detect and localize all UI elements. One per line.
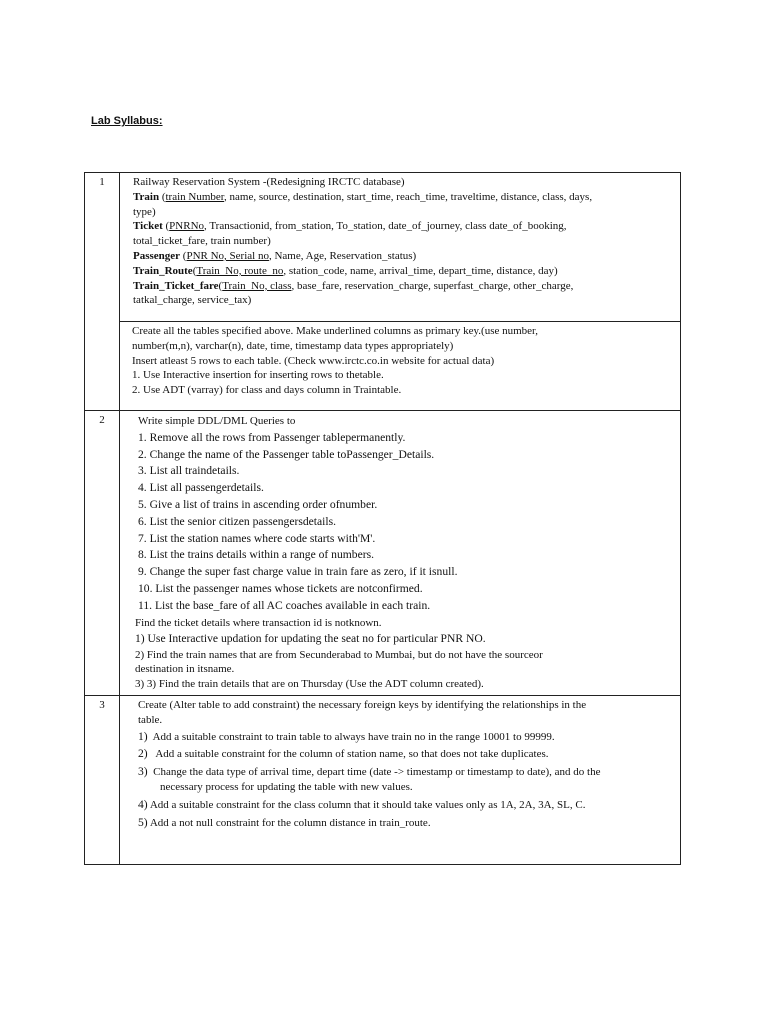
syllabus-table: [84, 172, 681, 865]
query-item: 7. List the station names where code starts with'M'.: [138, 531, 376, 545]
ticket-table-def: Ticket (PNRNo, Transactionid, from_station, To_station, date_of_journey, class date_of_booking,: [133, 220, 567, 233]
constraint-item: 3) Change the data type of arrival time, depart time (date -> timestamp or timestamp to date), and do the: [138, 765, 601, 779]
query-item: 6. List the senior citizen passengersdetails.: [138, 514, 337, 528]
table-definitions-cell: Railway Reservation System -(Redesigning IRCTC database) Train (train Number, name, source, destination, start_time, reach_time, traveltime, distance, class, days, type) Ticket (PNRNo, Transactionid, from_station, To_station, date_of_journey, class date_of_booking, total_ticket_fare, train number) Passenger (PNR No, Serial no, Name, Age, Reservation_status) Train_Route(Train_No, route_no, station_code, name, arrival_time, depart_time, distance, day) Train_Ticket_fare(Train_No, class, base_fare, reservation_charge, superfast_charge, other_charge, tatkal_charge, service_tax): [120, 173, 681, 322]
constraints-intro: Create (Alter table to add constraint) the necessary foreign keys by identifying the relationships in the: [138, 698, 587, 711]
create-tasks-cell: [120, 322, 681, 411]
constraint-item: 2) Add a suitable constraint for the column of station name, so that does not take duplicates.: [138, 747, 549, 761]
train-ticket-fare-table-def: Train_Ticket_fare(Train_No, class, base_fare, reservation_charge, superfast_charge, other_charge,: [133, 279, 574, 292]
table-row: [85, 695, 681, 864]
constraint-item: 5) Add a not null constraint for the column distance in train_route.: [138, 815, 431, 829]
query-extra: 3) 3) Find the train details that are on Thursday (Use the ADT column created).: [135, 678, 484, 691]
task-line: 2. Use ADT (varray) for class and days column in Traintable.: [132, 384, 402, 397]
query-extra: 2) Find the train names that are from Secunderabad to Mumbai, but do not have the sourceor: [135, 649, 543, 662]
query-item: 5. Give a list of trains in ascending order ofnumber.: [138, 497, 378, 511]
table-row: [85, 322, 681, 411]
constraint-item-cont: necessary process for updating the table with new values.: [160, 780, 413, 793]
query-item: 9. Change the super fast charge value in train fare as zero, if it isnull.: [138, 565, 458, 579]
row-number: 1: [85, 173, 120, 411]
constraints-cell: [120, 695, 681, 864]
table-row: [85, 411, 681, 696]
query-item: 1. Remove all the rows from Passenger tablepermanently.: [138, 430, 406, 444]
task-line: Create all the tables specified above. Make underlined columns as primary key.(use number,: [132, 325, 539, 337]
constraint-item: 4) Add a suitable constraint for the class column that it should take values only as 1A, 2A, 3A, SL, C.: [138, 797, 586, 811]
task-line: 1. Use Interactive insertion for inserting rows to thetable.: [132, 369, 384, 382]
system-title: Railway Reservation System -(Redesigning IRCTC database): [133, 176, 405, 188]
row-number: 3: [85, 695, 120, 864]
constraints-intro: table.: [138, 713, 163, 726]
train-table-def: Train (train Number, name, source, destination, start_time, reach_time, traveltime, distance, class, days,: [133, 190, 593, 203]
query-extra: Find the ticket details where transaction id is notknown.: [135, 616, 382, 629]
table-row: [85, 173, 681, 322]
train-route-table-def: Train_Route(Train_No, route_no, station_code, name, arrival_time, depart_time, distance, day): [133, 264, 558, 277]
query-item: 2. Change the name of the Passenger table toPassenger_Details.: [138, 447, 435, 461]
query-item: 3. List all traindetails.: [138, 464, 240, 478]
page-heading: Lab Syllabus:: [91, 115, 163, 127]
query-item: 8. List the trains details within a range of numbers.: [138, 548, 375, 562]
constraint-item: 1) Add a suitable constraint to train table to always have train no in the range 10001 to 99999.: [138, 729, 555, 743]
queries-cell: [120, 411, 681, 696]
task-line: number(m,n), varchar(n), date, time, timestamp data types appropriately): [132, 339, 454, 352]
queries-intro: Write simple DDL/DML Queries to: [138, 415, 296, 427]
query-item: 10. List the passenger names whose tickets are notconfirmed.: [138, 581, 423, 595]
passenger-table-def: Passenger (PNR No, Serial no, Name, Age, Reservation_status): [133, 249, 417, 262]
query-item: 4. List all passengerdetails.: [138, 481, 264, 495]
query-item: 11. List the base_fare of all AC coaches available in each train.: [138, 598, 431, 612]
query-extra: 1) Use Interactive updation for updating the seat no for particular PNR NO.: [135, 632, 486, 646]
query-extra: destination in itsname.: [135, 663, 235, 676]
task-line: Insert atleast 5 rows to each table. (Check www.irctc.co.in website for actual data): [132, 354, 495, 367]
row-number: 2: [85, 411, 120, 696]
